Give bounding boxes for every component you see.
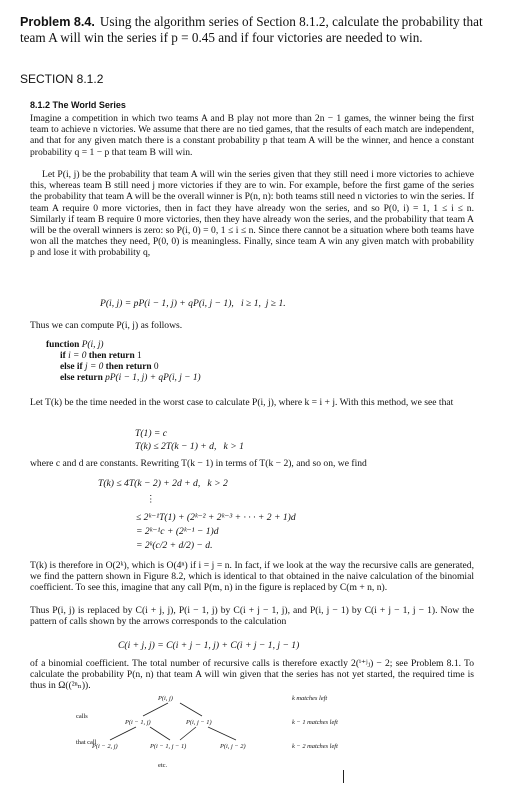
paragraph-compute: Thus we can compute P(i, j) as follows. [30,320,183,331]
figure-label-calls: calls [76,713,88,720]
equation-t4: ≤ 2ᵏ⁻¹T(1) + (2ᵏ⁻² + 2ᵏ⁻³ + · · · + 2 + 1)d [136,512,296,523]
figure-label-k: k matches left [292,695,328,702]
arrow-line [180,703,202,716]
figure-label-k1: k − 1 matches left [292,719,338,726]
code-keyword: then return [105,362,152,372]
arrow-line [180,727,196,740]
paragraph-time: Let T(k) be the time needed in the worst case to calculate P(i, j), where k = i + j. With this method, we see that [30,397,454,408]
figure-label-that-call: that call [76,739,97,746]
equation-t3: T(k) ≤ 4T(k − 2) + 2d + d, k > 2 [98,478,228,489]
equation-binomial: C(i + j, j) = C(i + j − 1, j) + C(i + j − 1, j − 1) [118,640,300,651]
section-heading: SECTION 8.1.2 [20,72,104,86]
equation-t6: = 2ᵏ(c/2 + d/2) − d. [136,540,213,551]
code-text: i = 0 [65,351,89,361]
equation-t1: T(1) = c [135,428,168,439]
code-text: pP(i − 1, j) + qP(i, j − 1) [102,373,201,383]
code-keyword: else if [60,362,83,372]
equation-dots: ⋮ [146,494,156,505]
subsection-title: 8.1.2 The World Series [30,100,126,110]
text-cursor [343,770,344,783]
paragraph-rewrite: where c and d are constants. Rewriting T(k − 1) in terms of T(k − 2), and so on, we find [30,458,367,469]
arrow-line [143,703,168,716]
arrow-line [150,727,170,740]
figure-node-right: P(i, j − 1) [186,719,212,726]
code-keyword: else return [60,373,103,383]
code-text: P(i, j) [79,340,104,350]
figure-node-l2b: P(i − 1, j − 1) [150,743,187,750]
equation-t2: T(k) ≤ 2T(k − 1) + d, k > 1 [135,441,244,452]
figure-node-left: P(i − 1, j) [125,719,151,726]
paragraph-binomial: of a binomial coefficient. The total number of recursive calls is therefore exactly 2(ⁱ⁺ʲⱼ) − 2; see Problem 8.1. To calculate the probability P(n, n) that team A will win given that the series has not yet started, the required time is thus in Ω((²ⁿₙ)). [30,658,474,692]
equation-t5: = 2ᵏ⁻¹c + (2ᵏ⁻¹ − 1)d [136,526,219,537]
equation-recurrence: P(i, j) = pP(i − 1, j) + qP(i, j − 1), i ≥ 1, j ≥ 1. [100,298,286,309]
code-text: 1 [134,351,142,361]
figure-label-etc: etc. [158,762,168,769]
code-keyword: if [60,351,66,361]
code-keyword: function [46,340,80,350]
code-text: 0 [151,362,159,372]
arrow-line [208,727,236,740]
paragraph-replacement: Thus P(i, j) is replaced by C(i + j, j), P(i − 1, j) by C(i + j − 1, j), and P(i, j − 1) by C(i + j − 1, j − 1). Now the pattern of calls shown by the arrows corresponds to the calculation [30,605,474,628]
problem-label: Problem 8.4. [20,15,95,29]
paragraph-complexity: T(k) is therefore in O(2ᵏ), which is O(4ⁿ) if i = j = n. In fact, if we look at the way the recursive calls are generated, we find the pattern shown in Figure 8.2, which is identical to that obtained in the naive calculation of the binomial coefficient. To see this, imagine that any call P(m, n) in the figure is replaced by C(m + n, n). [30,560,474,594]
figure-node-l2c: P(i, j − 2) [220,743,246,750]
code-keyword: then return [88,351,135,361]
paragraph-intro: Imagine a competition in which two teams A and B play not more than 2n − 1 games, the winner being the first team to achieve n victories. We assume that there are no tied games, that the results of each match are independent, and that for any given match there is a constant probability p that team A will be the winner, and hence a constant probability q = 1 − p that team B will win. [30,113,474,158]
figure-label-k2: k − 2 matches left [292,743,338,750]
figure-node-top: P(i, j) [158,695,173,702]
paragraph-definition: Let P(i, j) be the probability that team A will win the series given that they still need i more victories to achieve this, whereas team B still need j more victories if they are to win. For example, before the first game of the series the probability that team A will be the overall winner is P(n, n): both teams still need n victories to win the series. If team A require 0 more victories, then in fact they have already won the series, and so P(0, i) = 1, 1 ≤ i ≤ n. Similarly if team B require 0 more victories, then they have already won the series, and the probability that team A will be the overall winners is zero: so P(i, 0) = 0, 1 ≤ i ≤ n. Since there cannot be a situation where both teams have won all the matches they need, P(0, 0) is meaningless. Finally, since team A win any given match with probability p and lose it with probability q, [30,169,474,259]
problem-text: Using the algorithm series of Section 8.1.2, calculate the probability that team A will win the series if p = 0.45 and if four victories are needed to win. [20,14,483,45]
code-text: j = 0 [82,362,106,372]
arrow-line [110,727,136,740]
figure-node-l2a: P(i − 2, j) [92,743,118,750]
